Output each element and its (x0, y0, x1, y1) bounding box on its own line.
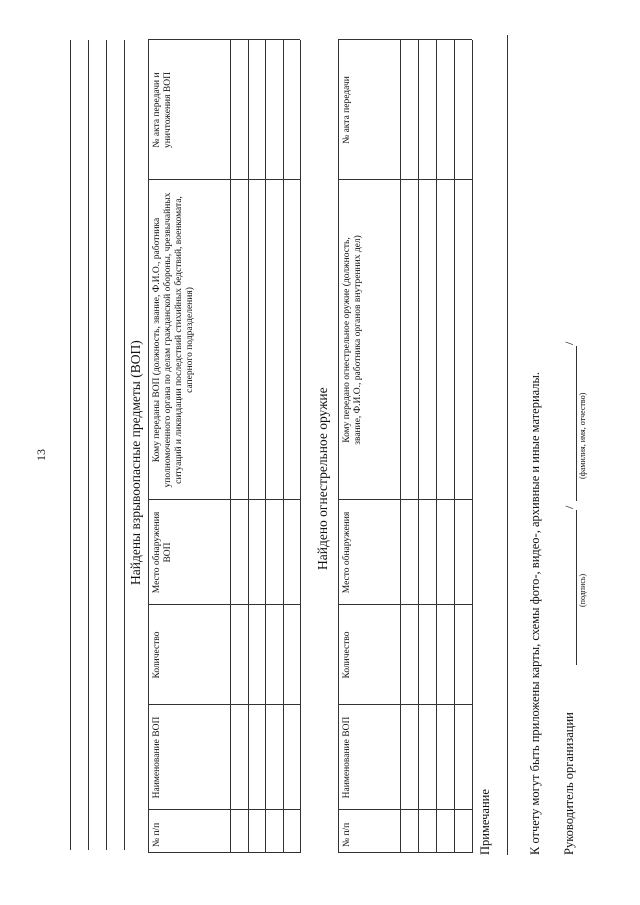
note-label: Примечание (478, 789, 492, 855)
top-header-act: № акта передачи и уничтожения ВОП (152, 72, 173, 148)
signature-slash-end: / (562, 341, 576, 345)
top-header-name: Наименование ВОП (152, 716, 162, 799)
bottom-header-act: № акта передачи (342, 76, 352, 144)
top-header-recipient: Кому переданы ВОП (должность, звание, Ф.И.О., работника уполномоченного органа по делам гражданской обороны, чрезвычайных ситуаций и ликвидации последствий стихийных бедствий, военкомата, саперного подразделения) (152, 192, 195, 488)
bottom-header-name: Наименование ВОП (342, 716, 352, 799)
note-underline (507, 35, 508, 855)
page-number: 13 (34, 449, 48, 461)
attachments-text: К отчету могут быть приложены карты, схемы фото-, видео-, архивные и иные материалы. (528, 371, 542, 855)
top-table-title: Найдены взрывоопасные предметы (ВОП) (128, 340, 143, 585)
signature-role: Руководитель организации (562, 712, 576, 855)
bottom-header-number: № п/п (342, 822, 352, 847)
signature-line-sign (576, 510, 577, 665)
signature-slash: / (562, 505, 576, 509)
bottom-header-recipient: Кому передано огнестрельное оружие (должность, звание, Ф.И.О., работника органов внутренних дел) (342, 235, 363, 445)
signature-caption-sign: (подпись) (578, 573, 587, 607)
top-header-location: Место обнаружения ВОП (152, 511, 173, 594)
bottom-header-location: Место обнаружения (342, 511, 352, 594)
signature-line-name (576, 346, 577, 501)
bottom-header-quantity: Количество (342, 631, 352, 679)
top-header-quantity: Количество (152, 631, 162, 679)
signature-caption-name: (фамилия, имя, отчество) (578, 392, 587, 479)
top-header-number: № п/п (152, 822, 162, 847)
bottom-table-title: Найдено огнестрельное оружие (315, 387, 330, 570)
